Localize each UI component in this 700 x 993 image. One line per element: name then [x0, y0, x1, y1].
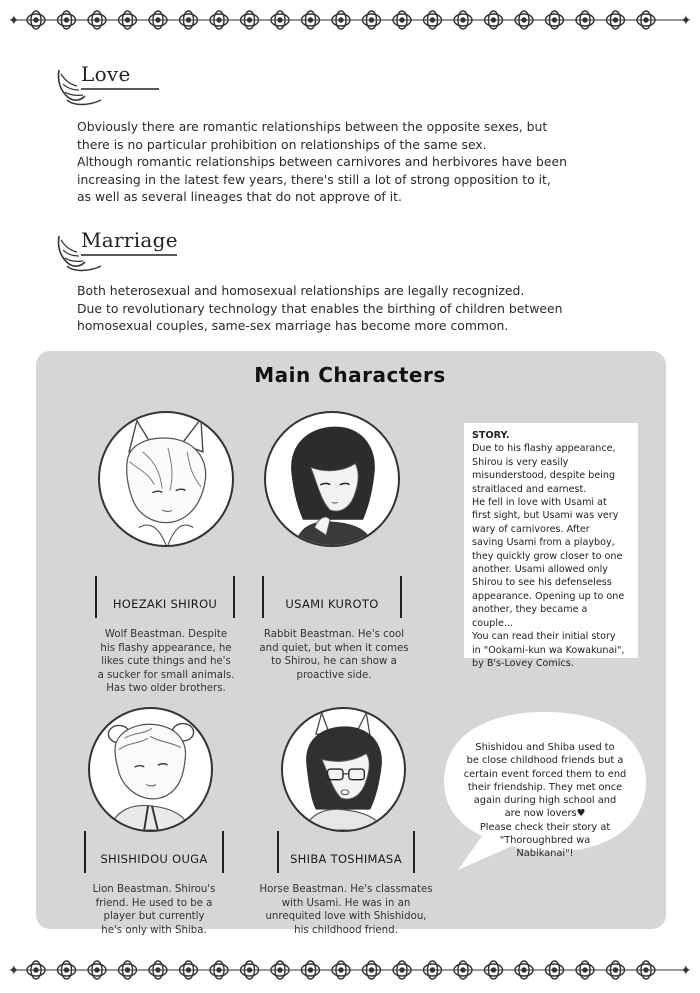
character-description: [254, 883, 438, 937]
description-line: Wolf Beastman. Despite: [104, 629, 228, 640]
lion-character-icon: [90, 709, 211, 830]
description-line: with Usami. He was in an: [281, 897, 411, 909]
character-name-box: [84, 845, 224, 873]
story-line: another, they became a couple...: [472, 604, 588, 629]
description-line: he's only with Shiba.: [101, 924, 207, 936]
character-description: [72, 883, 236, 937]
description-line: Has two older brothers.: [106, 683, 226, 694]
bubble-line: Please check their story at: [479, 821, 611, 833]
description-line: Horse Beastman. He's classmates: [259, 884, 433, 895]
bubble-line: "Thoroughbred wa: [499, 835, 591, 847]
character-name-box: [95, 590, 235, 618]
bubble-line: certain event forced them to end: [463, 768, 627, 780]
character-description: [80, 628, 252, 696]
svg-text:✦: ✦: [8, 13, 20, 29]
love-paragraph: [77, 118, 597, 206]
story-line: another. Usami allowed only: [472, 564, 608, 576]
marriage-line: Due to revolutionary technology that enables the birthing of children between: [77, 300, 563, 316]
story-line: wary of carnivores. After: [472, 523, 590, 535]
description-line: likes cute things and he's: [101, 656, 231, 667]
description-line: unrequited love with Shishidou,: [265, 911, 427, 922]
description-line: proactive side.: [296, 669, 372, 681]
description-line: a sucker for small animals.: [97, 669, 235, 681]
love-line: as well as several lineages that do not approve of it.: [77, 189, 402, 204]
love-line: there is no particular prohibition on relationships of the same sex.: [77, 136, 487, 152]
wolf-character-icon: [100, 413, 232, 545]
description-line: Lion Beastman. Shirou's: [92, 884, 216, 895]
story-line: straitlaced and earnest.: [472, 483, 587, 495]
story-line: misunderstood, despite being: [472, 470, 616, 482]
speech-bubble: [440, 708, 650, 878]
portrait-shishidou-ouga: [88, 707, 213, 832]
marriage-line: Both heterosexual and homosexual relationships are legally recognized.: [77, 283, 525, 298]
portrait-hoezaki-shirou: [98, 411, 234, 547]
love-heading: [55, 62, 185, 112]
bubble-text: [458, 741, 632, 861]
story-label: STORY.: [472, 430, 510, 441]
marriage-title: Marriage: [81, 228, 178, 252]
marriage-heading: [55, 228, 185, 278]
svg-text:✦: ✦: [8, 963, 20, 979]
character-name: SHIBA TOSHIMASA: [290, 852, 402, 866]
horse-character-icon: [283, 709, 404, 830]
story-line: first sight, but Usami was very: [472, 510, 619, 522]
story-line: Shirou to see his defenseless: [472, 577, 612, 589]
marriage-line: homosexual couples, same-sex marriage has become more common.: [77, 318, 509, 333]
marriage-paragraph: [77, 282, 597, 335]
character-name-box: [262, 590, 402, 618]
love-line: Although romantic relationships between carnivores and herbivores have been: [77, 154, 567, 169]
story-line: appearance. Opening up to one: [472, 590, 625, 602]
story-box: [464, 423, 638, 669]
story-line: Due to his flashy appearance,: [472, 443, 616, 455]
description-line: and quiet, but when it comes: [259, 642, 409, 654]
love-line: increasing in the latest few years, there's still a lot of strong opposition to it,: [77, 171, 551, 187]
portrait-usami-kuroto: [264, 411, 400, 547]
character-description: [248, 628, 420, 682]
rabbit-character-icon: [266, 413, 398, 545]
top-ornament-border: [0, 0, 700, 40]
bottom-ornament-border: [0, 950, 700, 990]
description-line: his childhood friend.: [294, 924, 398, 936]
story-line: in "Ookami-kun wa Kowakunai",: [472, 644, 625, 656]
bubble-line: are now lovers♥: [504, 808, 586, 820]
story-line: He fell in love with Usami at: [472, 497, 607, 509]
portrait-shiba-toshimasa: [281, 707, 406, 832]
svg-text:✦: ✦: [680, 963, 692, 979]
story-line: by B's-Lovey Comics.: [472, 657, 574, 669]
story-line: they quickly grow closer to one: [472, 550, 623, 562]
character-name: HOEZAKI SHIROU: [112, 597, 218, 611]
story-line: You can read their initial story: [472, 631, 616, 643]
svg-text:✦: ✦: [680, 13, 692, 29]
character-name: SHISHIDOU OUGA: [100, 852, 208, 866]
description-line: Rabbit Beastman. He's cool: [263, 629, 405, 640]
bubble-line: Nabikanai"!: [516, 848, 574, 860]
bubble-line: be close childhood friends but a: [466, 755, 624, 767]
characters-title: Main Characters: [254, 363, 446, 387]
description-line: player but currently: [103, 911, 205, 922]
story-line: Shirou is very easily: [472, 456, 569, 468]
bubble-line: again during high school and: [473, 795, 617, 807]
love-line: Obviously there are romantic relationships between the opposite sexes, but: [77, 119, 548, 134]
story-line: saving Usami from a playboy,: [472, 537, 615, 549]
character-name-box: [277, 845, 415, 873]
love-title: Love: [81, 62, 131, 86]
character-name: USAMI KUROTO: [285, 597, 379, 611]
bubble-line: their friendship. They met once: [467, 781, 623, 793]
description-line: friend. He used to be a: [95, 897, 213, 909]
description-line: his flashy appearance, he: [100, 642, 232, 654]
description-line: to Shirou, he can show a: [271, 656, 397, 667]
bubble-line: Shishidou and Shiba used to: [475, 742, 615, 753]
